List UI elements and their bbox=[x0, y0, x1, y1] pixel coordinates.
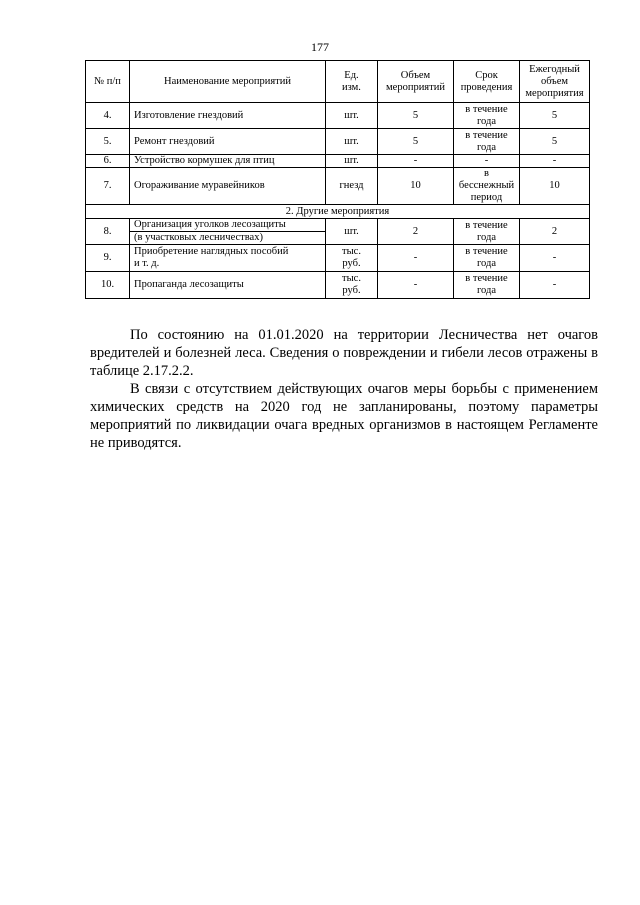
measures-table bbox=[85, 60, 590, 299]
table-row: 4. Изготовление гнездовий шт. 5 в течение года 5 bbox=[86, 103, 590, 129]
section-row bbox=[86, 205, 590, 219]
table-row: 8. Организация уголков лесозащиты шт. 2 в течение года 2 bbox=[86, 219, 590, 232]
table-row: 7. Огораживание муравейников гнезд 10 в бесснежный период 10 bbox=[86, 168, 590, 205]
header-num: № п/п bbox=[86, 61, 130, 103]
header-volume: Объем мероприятий bbox=[378, 61, 454, 103]
paragraph-status: По состоянию на 01.01.2020 на территории Лесничества нет очагов вредителей и болезней леса. Сведения о повреждении и гибели лесов отражены в таблице 2.17.2.2. bbox=[90, 327, 598, 379]
table-row: 10. Пропаганда лесозащиты тыс. руб. - в течение года - bbox=[86, 272, 590, 299]
paragraph-measures: В связи с отсутствием действующих очагов меры борьбы с применением химических средств на 2020 год не запланированы, поэтому параметры мероприятий по ликвидации очага вредных организмов в настоящем Регламенте не приводятся. bbox=[90, 381, 598, 451]
table-row: 5. Ремонт гнездовий шт. 5 в течение года 5 bbox=[86, 129, 590, 155]
table-header-row bbox=[86, 61, 590, 103]
header-term: Срок проведения bbox=[454, 61, 520, 103]
table-row: 9. Приобретение наглядных пособий и т. д. тыс. руб. - в течение года - bbox=[86, 245, 590, 272]
table-subrow: (в участковых лесничествах) bbox=[86, 232, 590, 245]
header-annual: Ежегодный объем мероприятия bbox=[520, 61, 590, 103]
section-title: 2. Другие мероприятия bbox=[86, 205, 590, 219]
table-row: 6. Устройство кормушек для птиц шт. - - - bbox=[86, 155, 590, 168]
page-number: 177 bbox=[311, 40, 329, 54]
header-name: Наименование мероприятий bbox=[130, 61, 326, 103]
header-unit: Ед. изм. bbox=[326, 61, 378, 103]
